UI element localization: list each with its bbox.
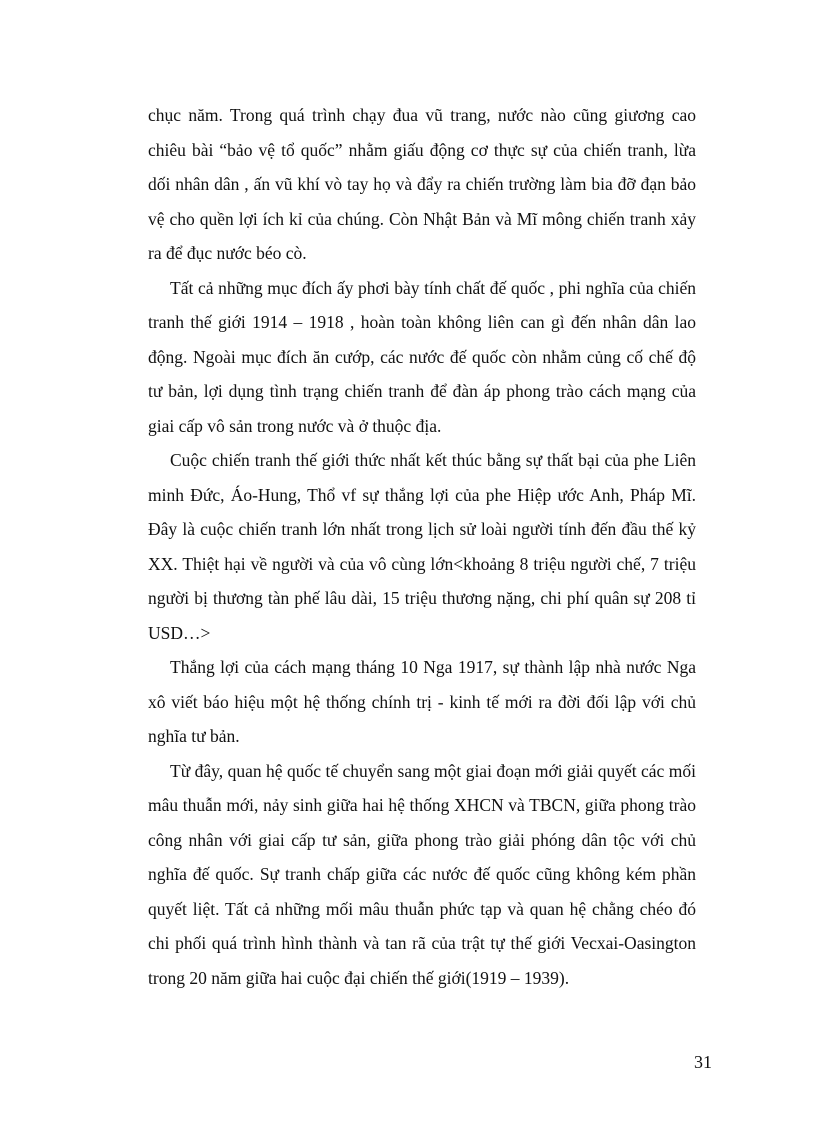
paragraph-5: Từ đây, quan hệ quốc tế chuyển sang một giai đoạn mới giải quyết các mối mâu thuẫn mới, nảy sinh giữa hai hệ thống XHCN và TBCN, giữa phong trào công nhân với giai cấp tư sản, giữa phong trào giải phóng dân tộc với chủ nghĩa đế quốc. Sự tranh chấp giữa các nước đế quốc cũng không kém phần quyết liệt. Tất cả những mối mâu thuẫn phức tạp và quan hệ chằng chéo đó chi phối quá trình hình thành và tan rã của trật tự thế giới Vecxai-Oasington trong 20 năm giữa hai cuộc đại chiến thế giới(1919 – 1939).: [148, 760, 696, 988]
paragraph-1: chục năm. Trong quá trình chạy đua vũ trang, nước nào cũng giương cao chiêu bài “bảo vệ tổ quốc” nhằm giấu động cơ thực sự của chiến tranh, lừa dối nhân dân , ấn vũ khí vò tay họ và đẩy ra chiến trường làm bia đỡ đạn bảo vệ cho quền lợi ích kỉ của chúng. Còn Nhật Bản và Mĩ mông chiến tranh xảy ra để đục nước béo cò.: [148, 105, 696, 263]
paragraph-2: Tất cả những mục đích ấy phơi bày tính chất đế quốc , phi nghĩa của chiến tranh thế giới 1914 – 1918 , hoàn toàn không liên can gì đến nhân dân lao động. Ngoài mục đích ăn cướp, các nước đế quốc còn nhằm củng cố chế độ tư bản, lợi dụng tình trạng chiến tranh để đàn áp phong trào cách mạng của giai cấp vô sản trong nước và ở thuộc địa.: [148, 277, 696, 436]
paragraph-3: Cuộc chiến tranh thế giới thức nhất kết thúc bằng sự thất bại của phe Liên minh Đức, Áo-Hung, Thổ vf sự thắng lợi của phe Hiệp ước Anh, Pháp Mĩ. Đây là cuộc chiến tranh lớn nhất trong lịch sử loài người tính đến đầu thế kỷ XX. Thiệt hại về người và của vô cùng lớn<khoảng 8 triệu người chế, 7 triệu người bị thương tàn phế lâu dài, 15 triệu thương nặng, chi phí quân sự 208 tỉ USD…>: [148, 450, 696, 643]
page-number: 31: [694, 1052, 712, 1072]
paragraph-4: Thắng lợi của cách mạng tháng 10 Nga 1917, sự thành lập nhà nước Nga xô viết báo hiệu một hệ thống chính trị - kinh tế mới ra đời đối lập với chủ nghĩa tư bản.: [148, 657, 696, 746]
body-text: [148, 98, 696, 995]
